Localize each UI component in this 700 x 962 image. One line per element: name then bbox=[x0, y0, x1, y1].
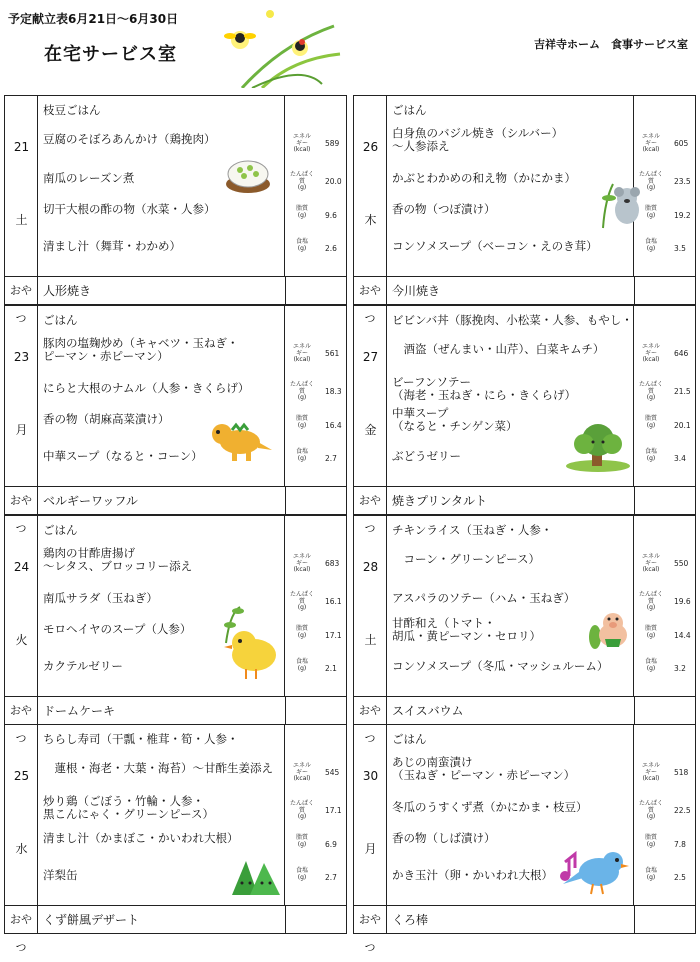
dish-item: ぶどうゼリー bbox=[392, 449, 461, 463]
nutrition-column bbox=[285, 306, 346, 486]
nutrient-value-salt: 3.4 bbox=[674, 454, 686, 463]
date-column bbox=[354, 725, 387, 905]
nutrient-value-fat: 17.1 bbox=[325, 631, 342, 640]
day-illustration bbox=[585, 609, 631, 659]
date-column bbox=[354, 306, 387, 486]
nutrient-value-fat: 19.2 bbox=[674, 211, 691, 220]
dish-column bbox=[387, 725, 634, 905]
day-weekday: 水 bbox=[15, 842, 28, 856]
fireflies-illustration bbox=[222, 4, 342, 88]
nutrient-value-salt: 2.5 bbox=[674, 873, 686, 882]
dish-column bbox=[38, 516, 285, 696]
dish-item: ごはん bbox=[392, 732, 427, 746]
dish-item: コーン・グリーンピース） bbox=[392, 552, 541, 566]
nutrient-value-fat: 20.1 bbox=[674, 421, 691, 430]
nutrient-label-salt: 食塩 (g) bbox=[295, 658, 308, 672]
nutrient-value-energy: 589 bbox=[325, 139, 340, 148]
dish-item: 豆腐のそぼろあんかけ（鶏挽肉） bbox=[43, 132, 216, 146]
dish-item: モロヘイヤのスープ（人参） bbox=[43, 622, 192, 636]
snack-item: 人形焼き bbox=[43, 284, 92, 298]
dish-item: 豚肉の塩麹炒め（キャベツ・玉ねぎ・ ピーマン・赤ピーマン） bbox=[43, 336, 239, 363]
dish-item: 炒り鶏（ごぼう・竹輪・人参・ 黒こんにゃく・グリーンピース） bbox=[43, 794, 215, 821]
snack-label: おやつ bbox=[5, 906, 38, 934]
nutrient-label-protein: たんぱく 質 (g) bbox=[638, 381, 663, 401]
dish-column bbox=[38, 725, 285, 905]
day-illustration bbox=[208, 416, 274, 466]
dish-item: ごはん bbox=[43, 313, 78, 327]
nutrient-label-energy: エネル ギー (kcal) bbox=[641, 762, 660, 782]
nutrient-label-energy: エネル ギー (kcal) bbox=[292, 553, 311, 573]
snack-divider bbox=[634, 906, 635, 934]
snack-label: おやつ bbox=[5, 697, 38, 725]
nutrient-value-fat: 7.8 bbox=[674, 840, 686, 849]
nutrient-label-fat: 脂質 (g) bbox=[295, 415, 308, 429]
nutrient-label-salt: 食塩 (g) bbox=[644, 867, 657, 881]
nutrient-label-salt: 食塩 (g) bbox=[644, 658, 657, 672]
dish-column bbox=[387, 306, 634, 486]
snack-label: おやつ bbox=[354, 906, 387, 934]
day-illustration bbox=[228, 853, 284, 901]
dish-item: 香の物（胡麻高菜漬け） bbox=[43, 412, 170, 426]
day-block bbox=[353, 724, 696, 954]
dish-item: かぶとわかめの和え物（かにかま） bbox=[392, 171, 576, 185]
nutrient-label-energy: エネル ギー (kcal) bbox=[641, 553, 660, 573]
nutrient-label-fat: 脂質 (g) bbox=[295, 205, 308, 219]
nutrient-value-protein: 23.5 bbox=[674, 177, 691, 186]
snack-label: おやつ bbox=[354, 277, 387, 305]
day-block bbox=[4, 95, 347, 325]
nutrient-value-fat: 14.4 bbox=[674, 631, 691, 640]
snack-item: くろ棒 bbox=[392, 913, 429, 927]
date-column bbox=[5, 516, 38, 696]
snack-item: 今川焼き bbox=[392, 284, 441, 298]
nutrition-column bbox=[285, 96, 346, 276]
nutrient-value-protein: 19.6 bbox=[674, 597, 691, 606]
dish-item: 酒盗（ぜんまい・山芹）、白菜キムチ） bbox=[392, 342, 605, 356]
snack-divider bbox=[285, 697, 286, 725]
day-weekday: 木 bbox=[364, 213, 377, 227]
day-weekday: 月 bbox=[15, 423, 28, 437]
nutrient-label-fat: 脂質 (g) bbox=[644, 625, 657, 639]
dish-item: 白身魚のバジル焼き（シルバー） ～人参添え bbox=[392, 126, 564, 153]
nutrient-value-energy: 683 bbox=[325, 559, 340, 568]
nutrient-value-fat: 16.4 bbox=[325, 421, 342, 430]
nutrient-value-fat: 9.6 bbox=[325, 211, 337, 220]
date-column bbox=[5, 96, 38, 276]
nutrient-value-salt: 2.7 bbox=[325, 454, 337, 463]
nutrient-label-salt: 食塩 (g) bbox=[644, 238, 657, 252]
nutrient-label-protein: たんぱく 質 (g) bbox=[289, 800, 314, 820]
dish-item: アスパラのソテー（ハム・玉ねぎ） bbox=[392, 591, 576, 605]
nutrient-label-energy: エネル ギー (kcal) bbox=[641, 133, 660, 153]
dish-column bbox=[387, 96, 634, 276]
nutrient-label-fat: 脂質 (g) bbox=[295, 625, 308, 639]
snack-item: スイスバウム bbox=[392, 704, 464, 718]
nutrient-value-energy: 646 bbox=[674, 349, 689, 358]
snack-item: くず餅風デザート bbox=[43, 913, 140, 927]
day-date: 23 bbox=[13, 350, 30, 364]
nutrient-label-salt: 食塩 (g) bbox=[644, 448, 657, 462]
nutrient-label-fat: 脂質 (g) bbox=[644, 415, 657, 429]
snack-label: おやつ bbox=[5, 277, 38, 305]
nutrition-column bbox=[634, 306, 695, 486]
dish-item: 切干大根の酢の物（水菜・人参） bbox=[43, 202, 216, 216]
nutrient-label-salt: 食塩 (g) bbox=[295, 867, 308, 881]
nutrient-label-salt: 食塩 (g) bbox=[295, 448, 308, 462]
nutrient-label-salt: 食塩 (g) bbox=[295, 238, 308, 252]
dish-item: 甘酢和え（トマト・ 胡瓜・黄ピーマン・セロリ） bbox=[392, 616, 542, 643]
nutrient-label-protein: たんぱく 質 (g) bbox=[638, 171, 663, 191]
dish-column bbox=[387, 516, 634, 696]
nutrient-value-protein: 22.5 bbox=[674, 806, 691, 815]
nutrient-value-salt: 2.1 bbox=[325, 664, 337, 673]
menu-grid bbox=[4, 95, 696, 954]
dish-item: ビビンバ丼（豚挽肉、小松菜・人参、もやし・ bbox=[392, 313, 633, 327]
nutrition-column bbox=[285, 725, 346, 905]
snack-divider bbox=[634, 487, 635, 515]
nutrition-column bbox=[634, 725, 695, 905]
dish-item: 洋梨缶 bbox=[43, 868, 78, 882]
dish-item: 枝豆ごはん bbox=[43, 103, 101, 117]
day-weekday: 月 bbox=[364, 842, 377, 856]
nutrient-value-protein: 21.5 bbox=[674, 387, 691, 396]
day-date: 21 bbox=[13, 140, 30, 154]
snack-item: ドームケーキ bbox=[43, 704, 116, 718]
nutrient-label-energy: エネル ギー (kcal) bbox=[641, 343, 660, 363]
nutrition-column bbox=[285, 516, 346, 696]
nutrient-value-protein: 16.1 bbox=[325, 597, 342, 606]
nutrient-label-energy: エネル ギー (kcal) bbox=[292, 343, 311, 363]
nutrient-value-energy: 550 bbox=[674, 559, 689, 568]
nutrient-label-fat: 脂質 (g) bbox=[295, 834, 308, 848]
nutrient-label-protein: たんぱく 質 (g) bbox=[289, 591, 314, 611]
day-weekday: 土 bbox=[364, 633, 377, 647]
day-weekday: 火 bbox=[15, 633, 28, 647]
snack-divider bbox=[285, 277, 286, 305]
page-title: 在宅サービス室 bbox=[44, 44, 177, 65]
snack-item: ベルギーワッフル bbox=[43, 494, 138, 508]
nutrient-label-fat: 脂質 (g) bbox=[644, 205, 657, 219]
nutrient-value-protein: 20.0 bbox=[325, 177, 342, 186]
nutrient-label-protein: たんぱく 質 (g) bbox=[289, 171, 314, 191]
nutrient-label-energy: エネル ギー (kcal) bbox=[292, 133, 311, 153]
nutrient-value-salt: 2.7 bbox=[325, 873, 337, 882]
dish-item: 中華スープ （なると・チンゲン菜） bbox=[392, 406, 518, 433]
dish-item: チキンライス（玉ねぎ・人参・ bbox=[392, 523, 553, 537]
snack-label: おやつ bbox=[354, 697, 387, 725]
day-date: 24 bbox=[13, 560, 30, 574]
dish-item: 清まし汁（かまぼこ・かいわれ大根） bbox=[43, 831, 239, 845]
organization-name: 吉祥寺ホーム 食事サービス室 bbox=[534, 38, 688, 51]
dish-item: コンソメスープ（冬瓜・マッシュルーム） bbox=[392, 659, 609, 673]
day-date: 30 bbox=[362, 769, 379, 783]
dish-item: ちらし寿司（干瓢・椎茸・筍・人参・ bbox=[43, 732, 239, 746]
dish-item: ごはん bbox=[43, 523, 78, 537]
nutrient-value-energy: 545 bbox=[325, 768, 340, 777]
dish-item: 香の物（しば漬け） bbox=[392, 831, 496, 845]
snack-item: 焼きプリンタルト bbox=[392, 494, 488, 508]
dish-item: あじの南蛮漬け （玉ねぎ・ピーマン・赤ピーマン） bbox=[392, 755, 576, 782]
dish-item: にらと大根のナムル（人参・きくらげ） bbox=[43, 381, 250, 395]
nutrient-label-protein: たんぱく 質 (g) bbox=[289, 381, 314, 401]
snack-row bbox=[354, 905, 695, 954]
dish-column bbox=[38, 306, 285, 486]
day-date: 25 bbox=[13, 769, 30, 783]
day-block bbox=[4, 724, 347, 954]
nutrient-label-fat: 脂質 (g) bbox=[644, 834, 657, 848]
dish-item: 中華スープ（なると・コーン） bbox=[43, 449, 203, 463]
day-date: 26 bbox=[362, 140, 379, 154]
menu-period: 予定献立表6月21日～6月30日 bbox=[8, 12, 179, 26]
day-weekday: 土 bbox=[15, 213, 28, 227]
nutrient-value-protein: 18.3 bbox=[325, 387, 342, 396]
snack-label: おやつ bbox=[5, 487, 38, 515]
nutrient-value-energy: 605 bbox=[674, 139, 689, 148]
dish-item: 南瓜のレーズン煮 bbox=[43, 171, 135, 185]
day-illustration bbox=[562, 422, 632, 476]
snack-divider bbox=[285, 487, 286, 515]
dish-item: ごはん bbox=[392, 103, 427, 117]
day-block bbox=[4, 305, 347, 535]
dish-item: 冬瓜のうすくず煮（かにかま・枝豆） bbox=[392, 800, 588, 814]
nutrient-label-energy: エネル ギー (kcal) bbox=[292, 762, 311, 782]
dish-item: かき玉汁（卵・かいわれ大根） bbox=[392, 868, 553, 882]
nutrient-value-salt: 3.2 bbox=[674, 664, 686, 673]
dish-item: コンソメスープ（ベーコン・えのき茸） bbox=[392, 239, 598, 253]
day-weekday: 金 bbox=[364, 423, 377, 437]
nutrient-value-fat: 6.9 bbox=[325, 840, 337, 849]
date-column bbox=[354, 96, 387, 276]
snack-divider bbox=[634, 697, 635, 725]
date-column bbox=[5, 725, 38, 905]
snack-divider bbox=[634, 277, 635, 305]
snack-row bbox=[5, 905, 346, 954]
dish-item: カクテルゼリー bbox=[43, 659, 123, 673]
dish-item: 香の物（つぼ漬け） bbox=[392, 202, 496, 216]
nutrient-label-protein: たんぱく 質 (g) bbox=[638, 591, 663, 611]
nutrition-column bbox=[634, 96, 695, 276]
nutrient-label-protein: たんぱく 質 (g) bbox=[638, 800, 663, 820]
dish-item: 清まし汁（舞茸・わかめ） bbox=[43, 239, 181, 253]
day-date: 27 bbox=[362, 350, 379, 364]
nutrient-value-protein: 17.1 bbox=[325, 806, 342, 815]
snack-label: おやつ bbox=[354, 487, 387, 515]
dish-column bbox=[38, 96, 285, 276]
day-illustration bbox=[223, 154, 273, 198]
day-date: 28 bbox=[362, 560, 379, 574]
nutrient-value-energy: 518 bbox=[674, 768, 689, 777]
nutrient-value-salt: 2.6 bbox=[325, 244, 337, 253]
snack-divider bbox=[285, 906, 286, 934]
nutrient-value-salt: 3.5 bbox=[674, 244, 686, 253]
dish-item: 鶏肉の甘酢唐揚げ ～レタス、ブロッコリー添え bbox=[43, 546, 193, 573]
day-illustration bbox=[216, 603, 286, 687]
date-column bbox=[354, 516, 387, 696]
day-illustration bbox=[555, 848, 631, 902]
dish-item: 南瓜サラダ（玉ねぎ） bbox=[43, 591, 158, 605]
dish-item: 蓮根・海老・大葉・海苔）～甘酢生姜添え bbox=[43, 761, 273, 775]
dish-item: ビーフンソテー （海老・玉ねぎ・にら・きくらげ） bbox=[392, 375, 576, 402]
date-column bbox=[5, 306, 38, 486]
nutrient-value-energy: 561 bbox=[325, 349, 340, 358]
nutrition-column bbox=[634, 516, 695, 696]
